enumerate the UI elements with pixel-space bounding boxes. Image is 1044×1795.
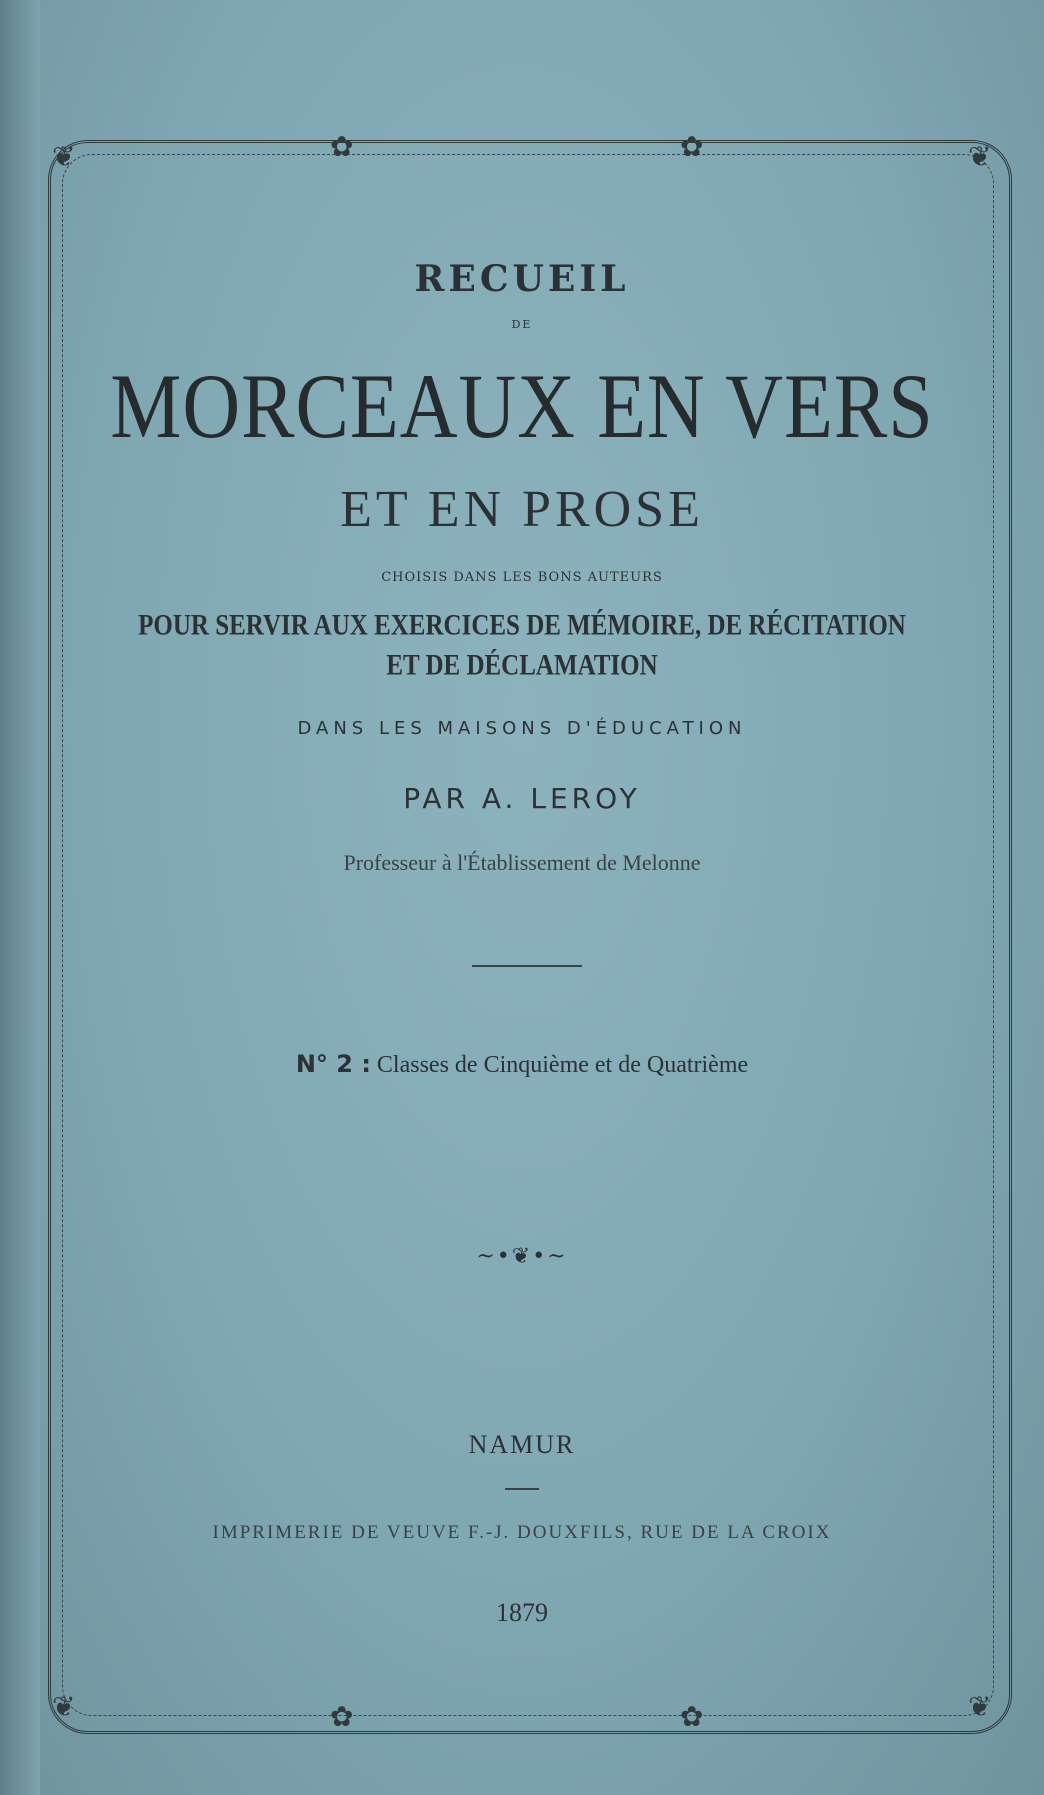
corner-ornament-icon: ❦ [968, 140, 992, 173]
flower-ornament-icon: ✿ [680, 1700, 704, 1733]
corner-ornament-icon: ❦ [968, 1690, 992, 1723]
printer: IMPRIMERIE DE VEUVE F.-J. DOUXFILS, RUE DE LA CROIX [212, 1522, 832, 1543]
flower-ornament-icon: ✿ [680, 130, 704, 163]
divider-dash [505, 1488, 539, 1490]
main-title: MORCEAUX EN VERS [110, 356, 934, 458]
corner-ornament-icon: ❦ [52, 1690, 76, 1723]
title-top: RECUEIL [414, 258, 630, 300]
audience-line: DANS LES MAISONS D'ÉDUCATION [297, 718, 747, 739]
purpose-line-1: POUR SERVIR AUX EXERCICES DE MÉMOIRE, DE RÉCITATION [138, 609, 906, 642]
volume-number: N° 2 : [295, 1050, 371, 1078]
author: PAR A. LEROY [403, 782, 641, 815]
publication-city: NAMUR [468, 1430, 576, 1459]
purpose-line-2: ET DE DÉCLAMATION [386, 649, 658, 682]
corner-ornament-icon: ❦ [52, 140, 76, 173]
title-de: DE [511, 318, 533, 331]
subtitle: ET EN PROSE [340, 481, 704, 538]
publication-year: 1879 [496, 1598, 548, 1627]
divider-rule [472, 965, 582, 967]
flower-ornament-icon: ✿ [330, 130, 354, 163]
volume-description: Classes de Cinquième et de Quatrième [376, 1052, 749, 1078]
author-role: Professeur à l'Établissement de Melonne [343, 850, 701, 875]
flower-ornament-icon: ✿ [330, 1700, 354, 1733]
volume-line [0, 1050, 1044, 1079]
chosen-line: CHOISIS DANS LES BONS AUTEURS [381, 570, 663, 585]
center-ornament: ~•❦•~ [476, 1244, 568, 1269]
